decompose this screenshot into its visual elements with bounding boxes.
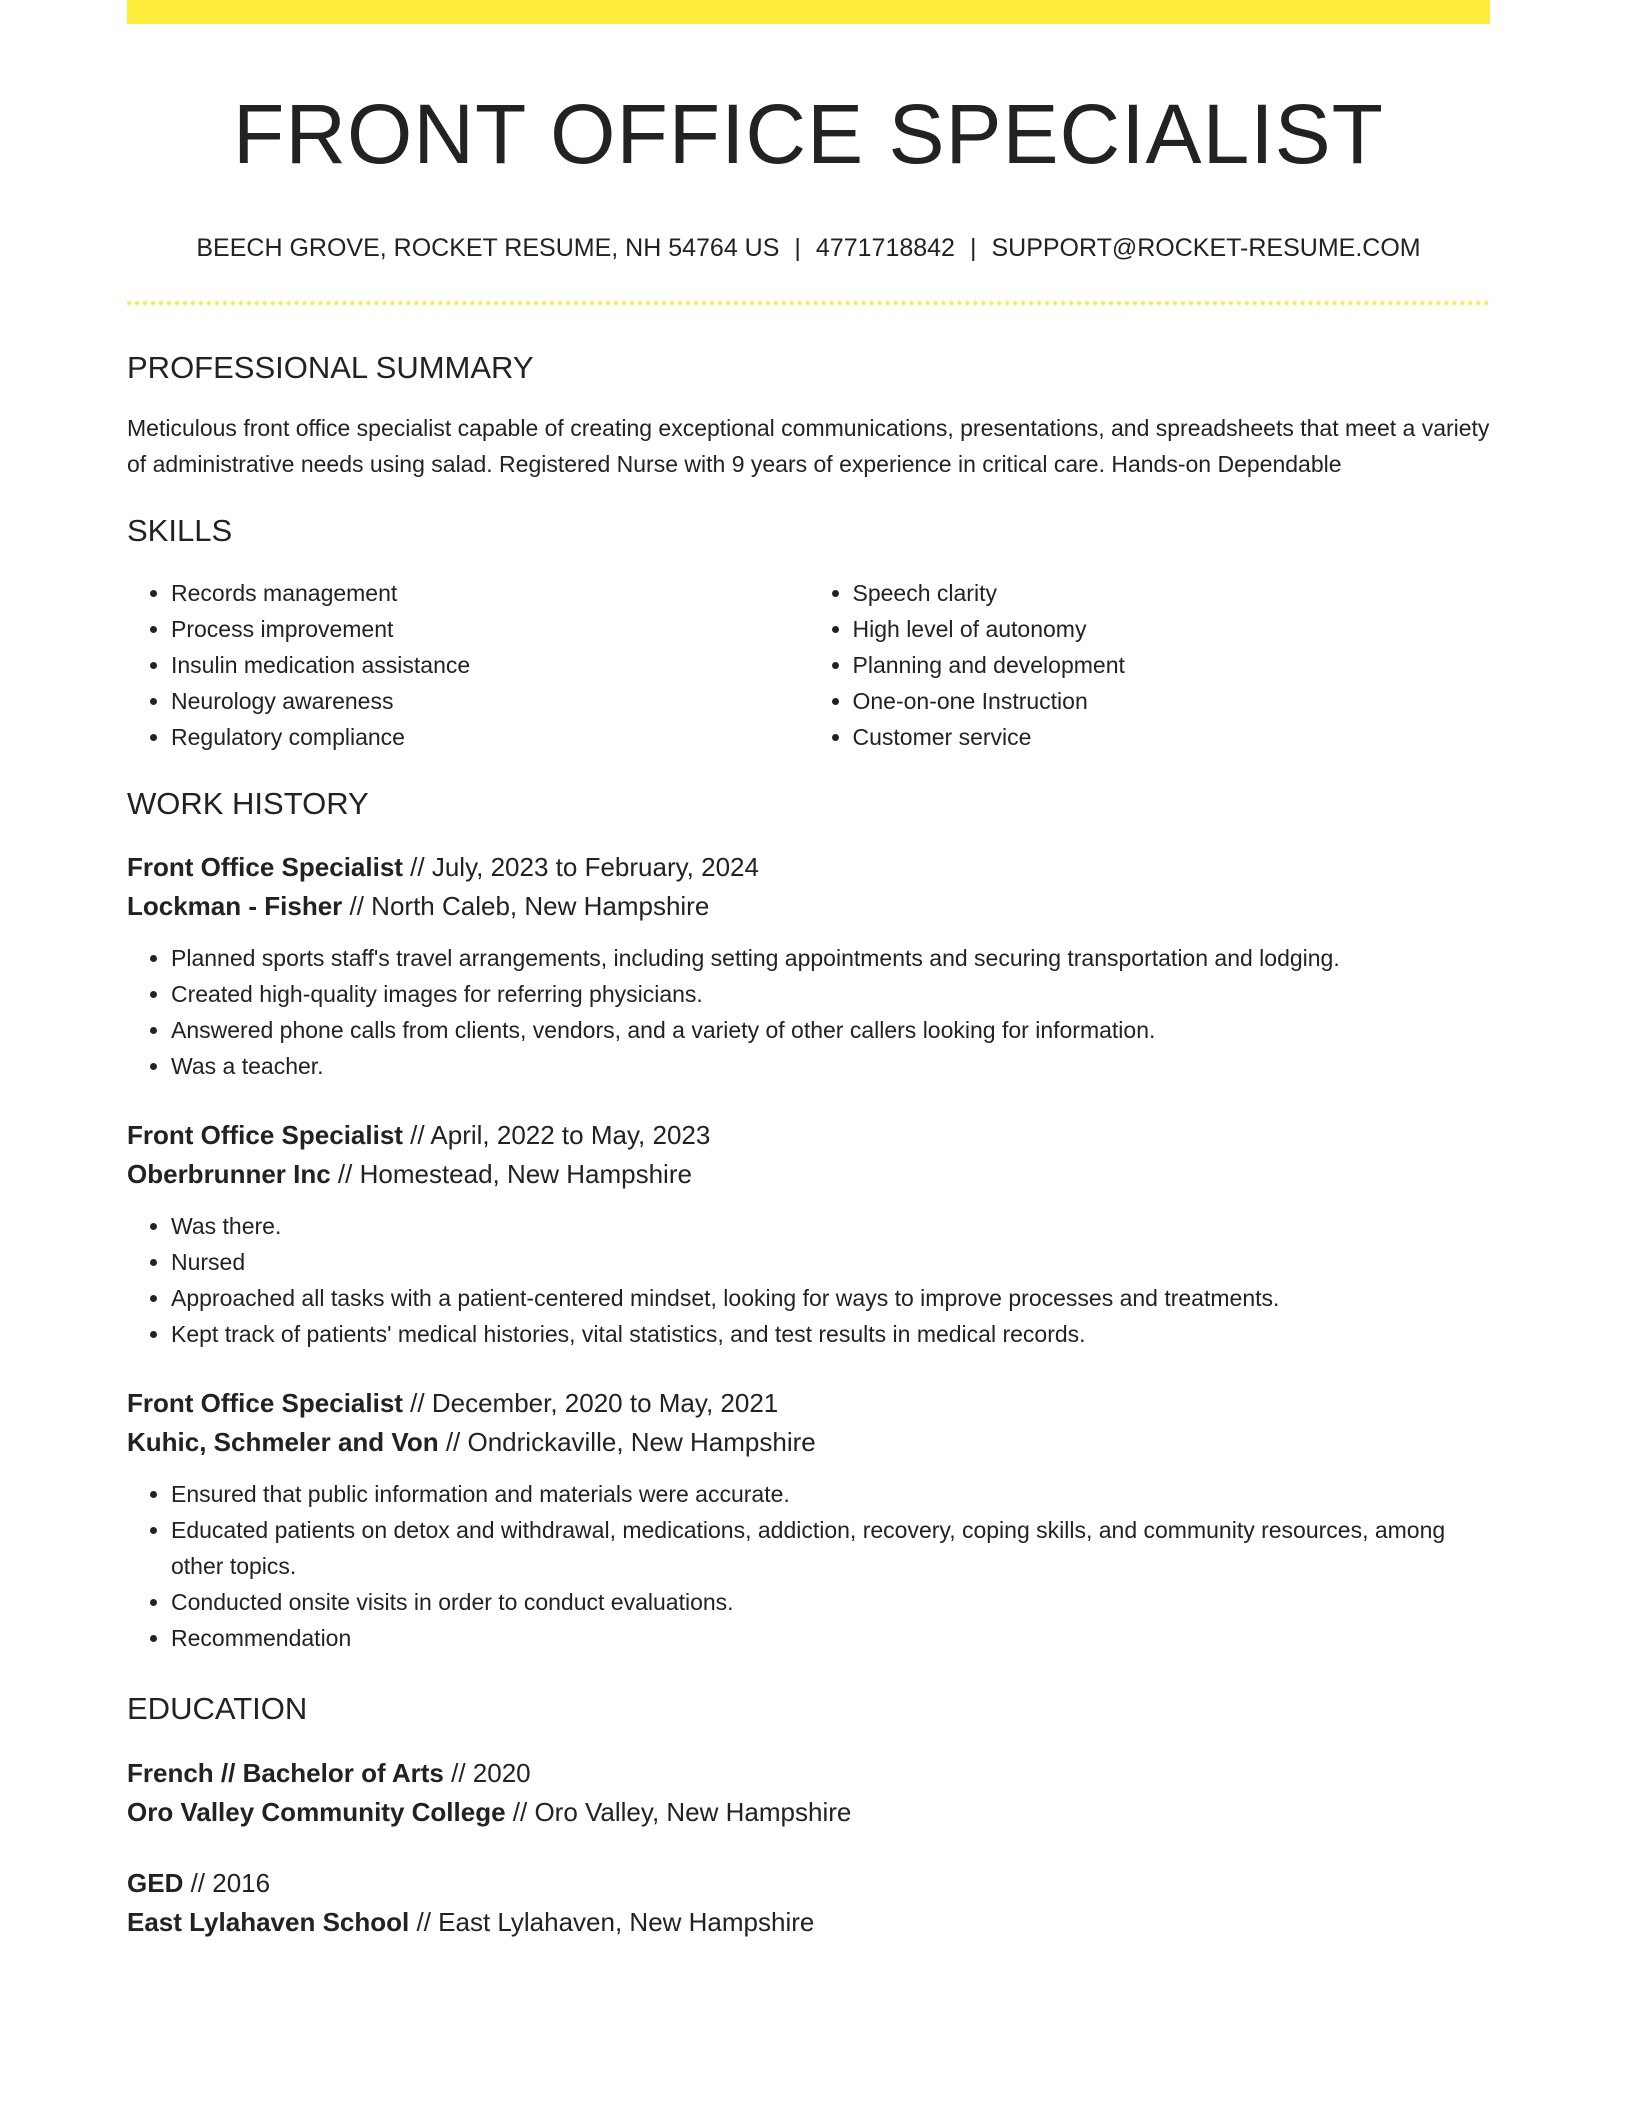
skills-heading: SKILLS — [127, 512, 233, 548]
job-location: // Ondrickaville, New Hampshire — [438, 1427, 816, 1458]
contact-separator: | — [794, 233, 801, 262]
contact-address: BEECH GROVE, ROCKET RESUME, NH 54764 US — [196, 233, 780, 262]
summary-heading: PROFESSIONAL SUMMARY — [127, 349, 534, 385]
education-school-line — [127, 1793, 1490, 1832]
job-role: Front Office Specialist — [127, 1388, 403, 1419]
job-location: // North Caleb, New Hampshire — [342, 891, 710, 922]
education-degree-line — [127, 1864, 1490, 1903]
job-role-line — [127, 1116, 1490, 1155]
job-dates: // April, 2022 to May, 2023 — [402, 1120, 711, 1151]
skill-item: • Insulin medication assistance — [171, 647, 809, 683]
summary-text: Meticulous front office specialist capable of creating exceptional communications, presentations, and spreadsheets that meet a variety of administrative needs using salad. Registered Nurse with 9 years of experience in critical care. Hands-on Dependable — [127, 414, 1490, 477]
contact-separator: | — [969, 233, 977, 262]
contact-phone: 4771718842 — [815, 233, 955, 262]
skill-item: • Speech clarity — [853, 575, 1491, 611]
job-bullet: • Educated patients on detox and withdrawal, medications, addiction, recovery, coping skills, and community resources, among other topics. — [171, 1512, 1490, 1584]
job-bullet: • Was a teacher. — [171, 1048, 1490, 1084]
job-company: Lockman - Fisher — [127, 891, 343, 922]
job-bullet: • Was there. — [171, 1208, 1490, 1244]
skill-item: • Planning and development — [853, 647, 1491, 683]
job-entry — [127, 1116, 1490, 1352]
job-entry — [127, 848, 1490, 1084]
education-year: // 2020 — [443, 1757, 531, 1788]
education-school: East Lylahaven School — [127, 1906, 410, 1937]
job-company-line — [127, 887, 1490, 926]
job-bullets — [127, 940, 1490, 1084]
skills-column-left — [127, 575, 809, 755]
skill-item: • Records management — [171, 575, 809, 611]
job-bullet: • Planned sports staff's travel arrangements, including setting appointments and securing transportation and lodging. — [171, 940, 1490, 976]
education-heading: EDUCATION — [127, 1691, 308, 1727]
skill-item: • Customer service — [853, 719, 1491, 755]
job-bullet: • Nursed — [171, 1244, 1490, 1280]
skill-item: • High level of autonomy — [853, 611, 1491, 647]
skills-column-right — [809, 575, 1491, 755]
skills-list — [127, 575, 1490, 755]
education-entry — [127, 1864, 1490, 1942]
contact-email: SUPPORT@ROCKET-RESUME.COM — [991, 233, 1421, 262]
skill-item: • Regulatory compliance — [171, 719, 809, 755]
education-school: Oro Valley Community College — [127, 1796, 506, 1827]
job-role: Front Office Specialist — [127, 1120, 403, 1151]
job-bullet: • Kept track of patients' medical histories, vital statistics, and test results in medical records. — [171, 1316, 1490, 1352]
skill-item: • Neurology awareness — [171, 683, 809, 719]
contact-line — [127, 233, 1490, 263]
dotted-divider — [127, 301, 1490, 305]
job-bullet: • Answered phone calls from clients, vendors, and a variety of other callers looking for information. — [171, 1012, 1490, 1048]
education-year: // 2016 — [183, 1867, 271, 1898]
resume-title: FRONT OFFICE SPECIALIST — [233, 87, 1384, 181]
education-degree: French // Bachelor of Arts — [127, 1757, 444, 1788]
education-location: // East Lylahaven, New Hampshire — [409, 1906, 815, 1937]
job-entry — [127, 1384, 1490, 1656]
education-degree: GED — [127, 1867, 184, 1898]
job-role-line — [127, 848, 1490, 887]
job-bullet: • Ensured that public information and materials were accurate. — [171, 1476, 1490, 1512]
education-school-line — [127, 1903, 1490, 1942]
job-dates: // December, 2020 to May, 2021 — [402, 1388, 779, 1419]
resume-page — [127, 0, 1490, 1942]
job-location: // Homestead, New Hampshire — [330, 1159, 692, 1190]
education-degree-line — [127, 1754, 1490, 1793]
education-entry — [127, 1754, 1490, 1832]
accent-bar — [127, 0, 1490, 24]
education-location: // Oro Valley, New Hampshire — [505, 1796, 852, 1827]
job-bullet: • Approached all tasks with a patient-centered mindset, looking for ways to improve processes and treatments. — [171, 1280, 1490, 1316]
job-role-line — [127, 1384, 1490, 1423]
skill-item: • One-on-one Instruction — [853, 683, 1491, 719]
job-bullet: • Conducted onsite visits in order to conduct evaluations. — [171, 1584, 1490, 1620]
job-bullets — [127, 1476, 1490, 1656]
job-company-line — [127, 1423, 1490, 1462]
job-company-line — [127, 1155, 1490, 1194]
job-bullet: • Recommendation — [171, 1620, 1490, 1656]
skill-item: • Process improvement — [171, 611, 809, 647]
job-company: Kuhic, Schmeler and Von — [127, 1427, 439, 1458]
work-history-heading: WORK HISTORY — [127, 786, 369, 822]
job-dates: // July, 2023 to February, 2024 — [402, 852, 759, 883]
job-bullets — [127, 1208, 1490, 1352]
job-bullet: • Created high-quality images for referring physicians. — [171, 976, 1490, 1012]
job-role: Front Office Specialist — [127, 852, 403, 883]
job-company: Oberbrunner Inc — [127, 1159, 331, 1190]
